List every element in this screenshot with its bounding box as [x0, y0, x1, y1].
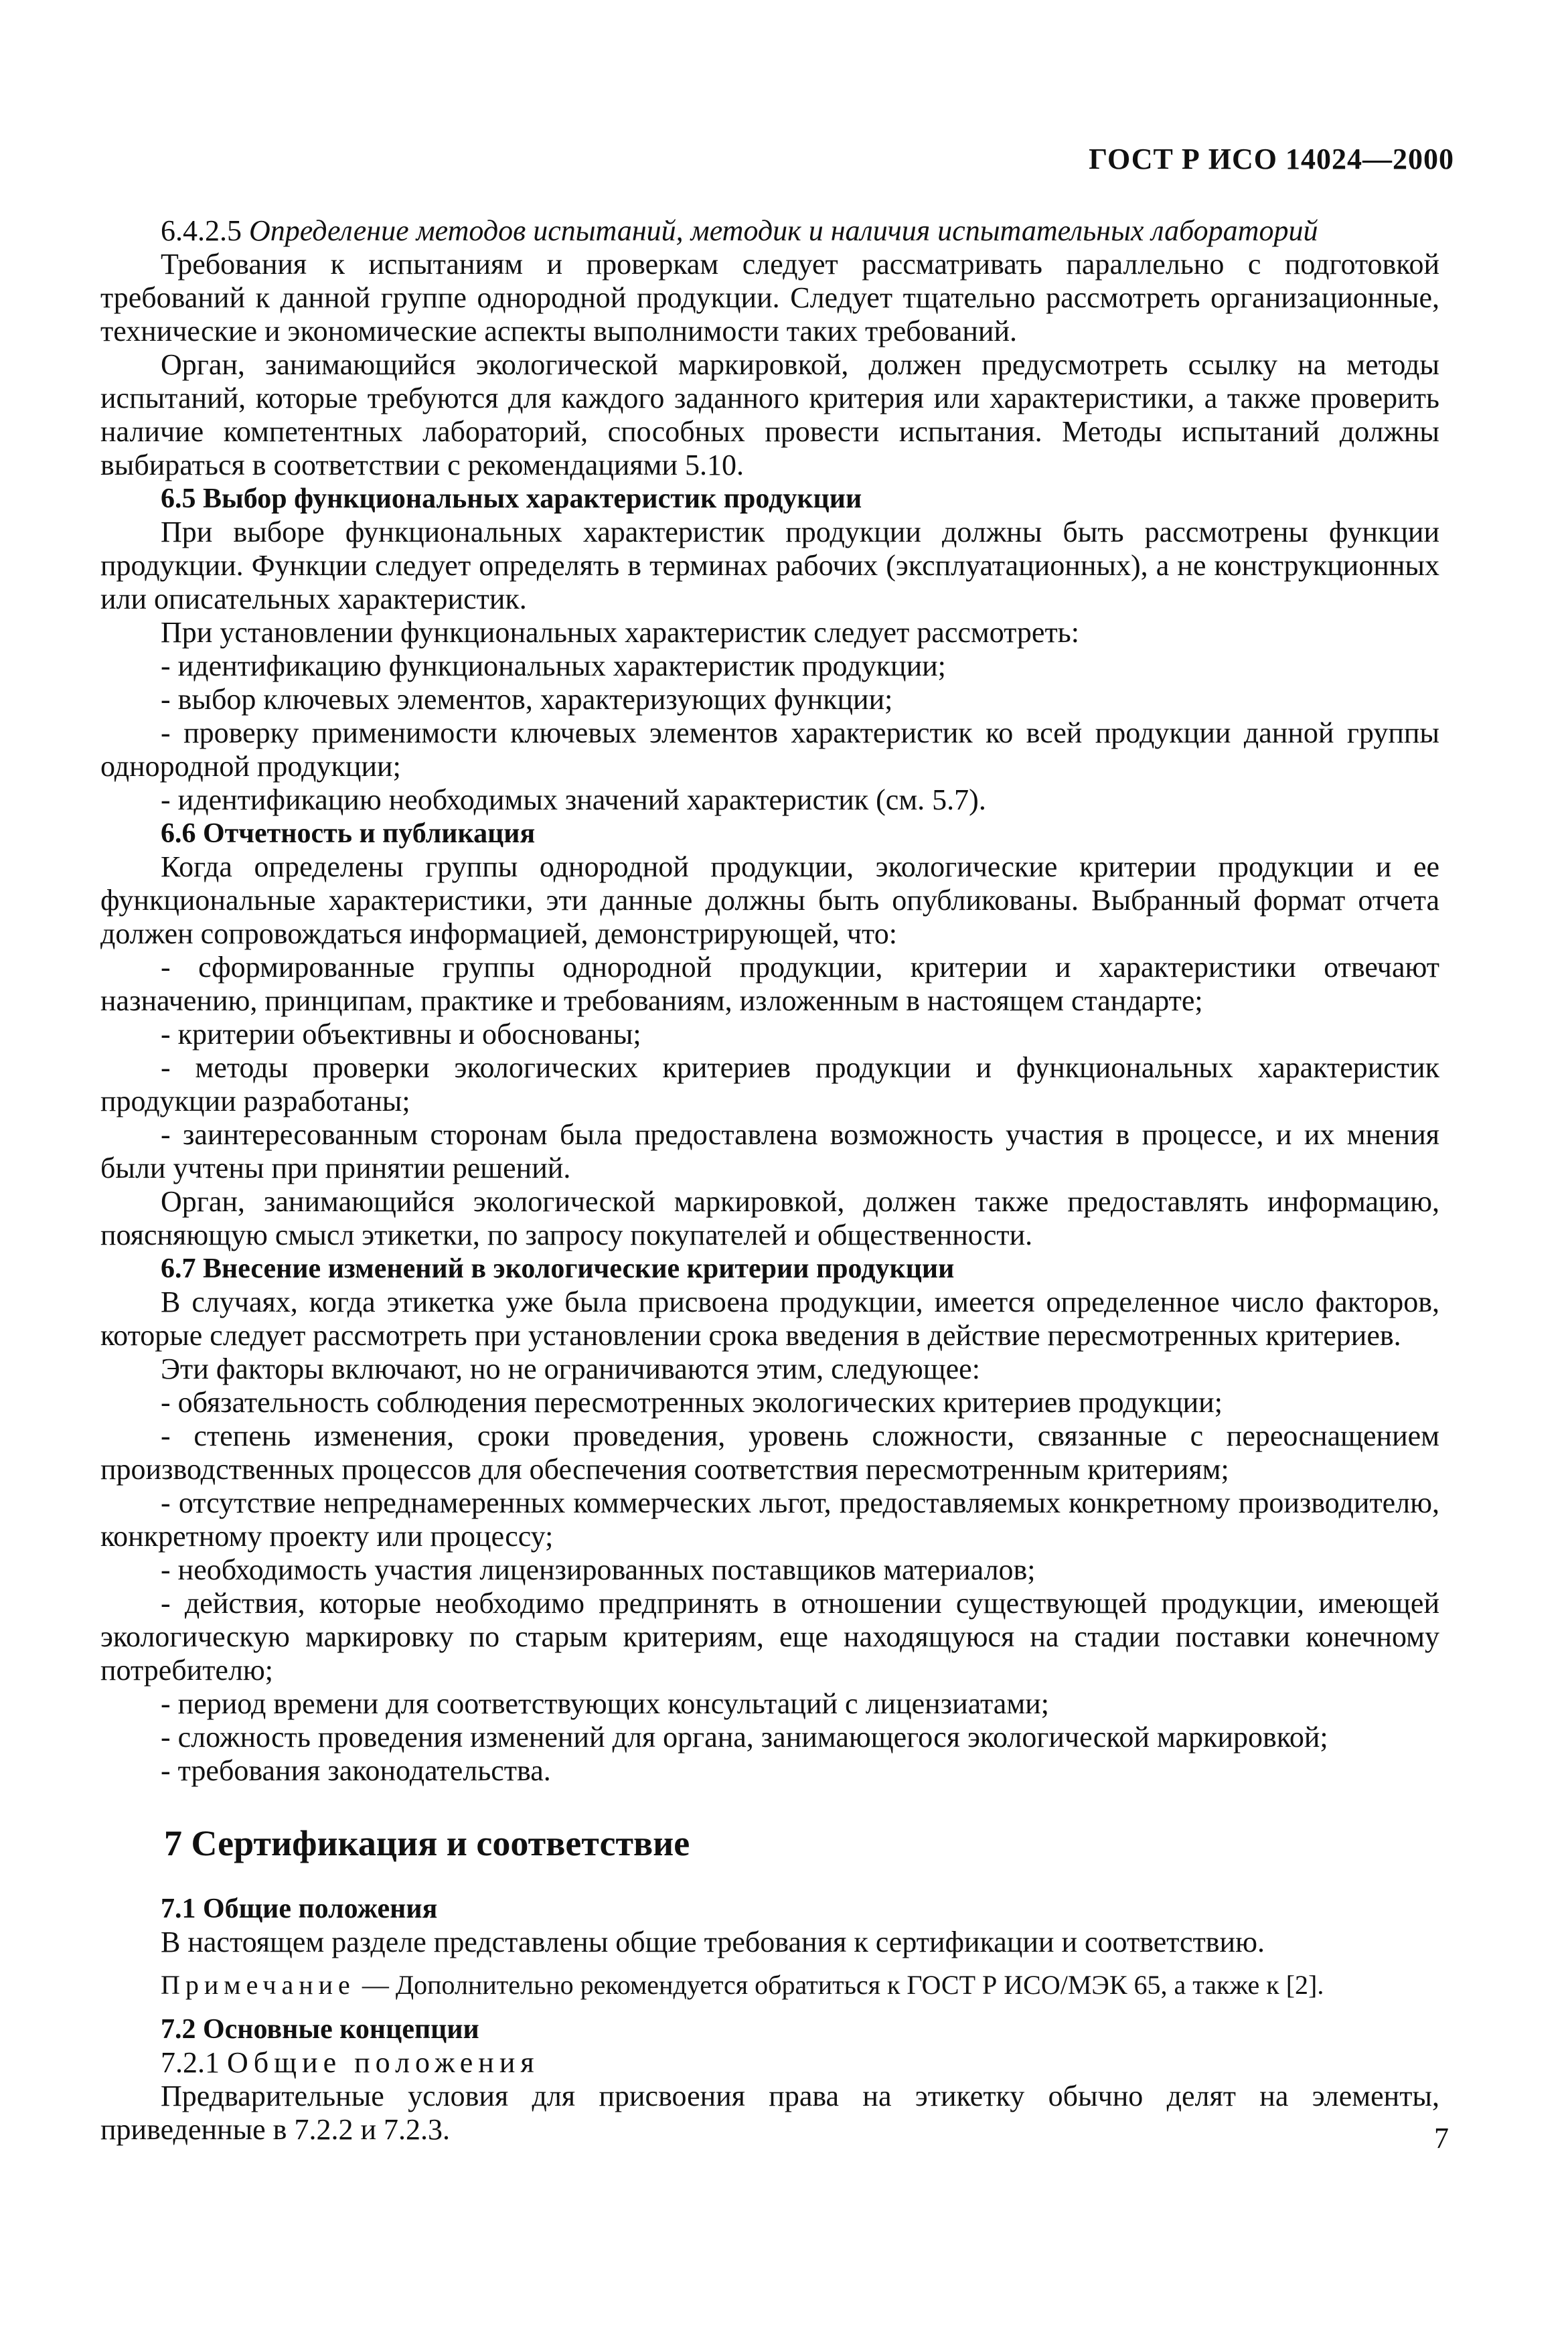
- note: [100, 1968, 1439, 2002]
- subsection-number: 6.4.2.5: [161, 214, 242, 247]
- subsection-title: Определение методов испытаний, методик и наличия испытательных лабораторий: [249, 214, 1318, 247]
- list-item: - идентификацию функциональных характеристик продукции;: [161, 649, 946, 682]
- paragraph: При установлении функциональных характеристик следует рассмотреть:: [161, 616, 1079, 649]
- paragraph: Предварительные условия для присвоения права на этикетку обычно делят на элементы, приведенные в 7.2.2 и 7.2.3.: [100, 2080, 1439, 2146]
- subsection-title: Общие положения: [227, 2046, 540, 2079]
- paragraph: В случаях, когда этикетка уже была присвоена продукции, имеется определенное число факторов, которые следует рассмотреть при установлении срока введения в действие пересмотренных критериев.: [100, 1286, 1439, 1352]
- section-7-2-heading: 7.2 Основные концепции: [161, 2014, 479, 2045]
- list-item: - сформированные группы однородной продукции, критерии и характеристики отвечают назначению, принципам, практике и требованиям, изложенным в настоящем стандарте;: [100, 951, 1439, 1017]
- subsection-number: 7.2.1: [161, 2046, 220, 2079]
- subsection-6-4-2-5-title: [100, 214, 1439, 248]
- list-item: - критерии объективны и обоснованы;: [161, 1018, 641, 1051]
- list-item: - период времени для соответствующих консультаций с лицензиатами;: [161, 1687, 1049, 1720]
- note-label: Примечание: [161, 1970, 356, 2000]
- list-item: - степень изменения, сроки проведения, уровень сложности, связанные с переоснащением производственных процессов для обеспечения соответствия пересмотренным критериям;: [100, 1419, 1439, 1486]
- standard-header: ГОСТ Р ИСО 14024—2000: [1089, 143, 1454, 175]
- subsection-7-2-1-title: [100, 2046, 1439, 2080]
- section-6-6-heading: 6.6 Отчетность и публикация: [161, 818, 536, 849]
- list-item: - сложность проведения изменений для органа, занимающегося экологической маркировкой;: [161, 1721, 1328, 1754]
- section-6-7-heading: 6.7 Внесение изменений в экологические критерии продукции: [161, 1253, 955, 1284]
- section-7-heading: 7 Сертификация и соответствие: [164, 1823, 690, 1863]
- list-item: - действия, которые необходимо предпринять в отношении существующей продукции, имеющей экологическую маркировку по старым критериям, еще находящуюся на стадии поставки конечному потребителю;: [100, 1587, 1439, 1687]
- list-item: - требования законодательства.: [161, 1754, 551, 1787]
- list-item: - необходимость участия лицензированных поставщиков материалов;: [161, 1553, 1036, 1586]
- section-6-5-heading: 6.5 Выбор функциональных характеристик продукции: [161, 483, 862, 514]
- paragraph: Орган, занимающийся экологической маркировкой, должен предусмотреть ссылку на методы испытаний, которые требуются для каждого заданного критерия или характеристики, а также проверить наличие компетентных лабораторий, способных провести испытания. Методы испытаний должны выбираться в соответствии с рекомендациями 5.10.: [100, 348, 1439, 481]
- list-item: - идентификацию необходимых значений характеристик (см. 5.7).: [161, 783, 986, 816]
- paragraph: При выборе функциональных характеристик продукции должны быть рассмотрены функции продукции. Функции следует определять в терминах рабочих (эксплуатационных), а не конструкционных или описательных характеристик.: [100, 516, 1439, 615]
- list-item: - заинтересованным сторонам была предоставлена возможность участия в процессе, и их мнения были учтены при принятии решений.: [100, 1118, 1439, 1184]
- list-item: - отсутствие непреднамеренных коммерческих льгот, предоставляемых конкретному производителю, конкретному проекту или процессу;: [100, 1486, 1439, 1553]
- list-item: - проверку применимости ключевых элементов характеристик ко всей продукции данной группы однородной продукции;: [100, 716, 1439, 783]
- list-item: - обязательность соблюдения пересмотренных экологических критериев продукции;: [161, 1386, 1223, 1419]
- paragraph: Эти факторы включают, но не ограничиваются этим, следующее:: [161, 1352, 980, 1385]
- section-7-1-heading: 7.1 Общие положения: [161, 1893, 438, 1924]
- list-item: - выбор ключевых элементов, характеризующих функции;: [161, 683, 893, 716]
- note-text: — Дополнительно рекомендуется обратиться к ГОСТ Р ИСО/МЭК 65, а также к [2].: [355, 1970, 1324, 2000]
- paragraph: В настоящем разделе представлены общие требования к сертификации и соответствию.: [161, 1926, 1265, 1958]
- paragraph: Орган, занимающийся экологической маркировкой, должен также предоставлять информацию, поясняющую смысл этикетки, по запросу покупателей и общественности.: [100, 1185, 1439, 1251]
- document-body: [100, 214, 1439, 2147]
- list-item: - методы проверки экологических критериев продукции и функциональных характеристик продукции разработаны;: [100, 1051, 1439, 1117]
- paragraph: Требования к испытаниям и проверкам следует рассматривать параллельно с подготовкой требований к данной группе однородной продукции. Следует тщательно рассмотреть организационные, технические и экономические аспекты выполнимости таких требований.: [100, 248, 1439, 347]
- paragraph: Когда определены группы однородной продукции, экологические критерии продукции и ее функциональные характеристики, эти данные должны быть опубликованы. Выбранный формат отчета должен сопровождаться информацией, демонстрирующей, что:: [100, 850, 1439, 950]
- page-number: 7: [1434, 2122, 1449, 2155]
